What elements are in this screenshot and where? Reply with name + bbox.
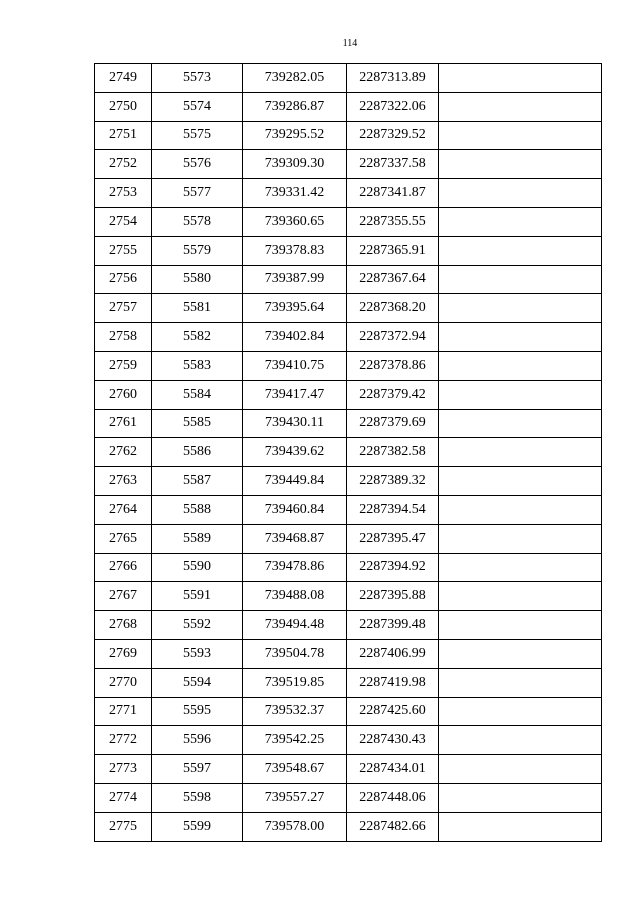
table-body [95,64,602,842]
point-id-cell: 5573 [152,64,243,93]
table-row [95,294,602,323]
table-row [95,697,602,726]
index-cell: 2765 [95,524,152,553]
index-cell: 2762 [95,438,152,467]
table-row [95,265,602,294]
point-id-cell: 5578 [152,207,243,236]
point-id-cell: 5583 [152,351,243,380]
y-coordinate-cell: 2287389.32 [347,467,439,496]
note-cell [439,495,602,524]
point-id-cell: 5589 [152,524,243,553]
index-cell: 2750 [95,92,152,121]
coordinates-table [94,63,602,842]
x-coordinate-cell: 739557.27 [243,783,347,812]
y-coordinate-cell: 2287430.43 [347,726,439,755]
table-row [95,639,602,668]
index-cell: 2772 [95,726,152,755]
table-row [95,438,602,467]
note-cell [439,697,602,726]
index-cell: 2759 [95,351,152,380]
page-number: 114 [342,38,358,49]
table-row [95,553,602,582]
note-cell [439,380,602,409]
point-id-cell: 5588 [152,495,243,524]
table-row [95,323,602,352]
y-coordinate-cell: 2287395.47 [347,524,439,553]
note-cell [439,611,602,640]
x-coordinate-cell: 739331.42 [243,179,347,208]
index-cell: 2757 [95,294,152,323]
table-row [95,668,602,697]
index-cell: 2771 [95,697,152,726]
table-row [95,150,602,179]
y-coordinate-cell: 2287419.98 [347,668,439,697]
point-id-cell: 5584 [152,380,243,409]
y-coordinate-cell: 2287368.20 [347,294,439,323]
point-id-cell: 5575 [152,121,243,150]
index-cell: 2761 [95,409,152,438]
note-cell [439,726,602,755]
y-coordinate-cell: 2287313.89 [347,64,439,93]
index-cell: 2751 [95,121,152,150]
table-row [95,582,602,611]
index-cell: 2754 [95,207,152,236]
note-cell [439,179,602,208]
x-coordinate-cell: 739410.75 [243,351,347,380]
table-row [95,726,602,755]
index-cell: 2758 [95,323,152,352]
table-row [95,207,602,236]
y-coordinate-cell: 2287372.94 [347,323,439,352]
y-coordinate-cell: 2287406.99 [347,639,439,668]
note-cell [439,409,602,438]
table-row [95,64,602,93]
x-coordinate-cell: 739430.11 [243,409,347,438]
point-id-cell: 5587 [152,467,243,496]
note-cell [439,265,602,294]
point-id-cell: 5586 [152,438,243,467]
x-coordinate-cell: 739449.84 [243,467,347,496]
table-row [95,236,602,265]
note-cell [439,64,602,93]
x-coordinate-cell: 739395.64 [243,294,347,323]
point-id-cell: 5591 [152,582,243,611]
x-coordinate-cell: 739282.05 [243,64,347,93]
point-id-cell: 5576 [152,150,243,179]
x-coordinate-cell: 739578.00 [243,812,347,841]
x-coordinate-cell: 739548.67 [243,755,347,784]
table-row [95,409,602,438]
note-cell [439,323,602,352]
table-row [95,121,602,150]
index-cell: 2775 [95,812,152,841]
x-coordinate-cell: 739286.87 [243,92,347,121]
y-coordinate-cell: 2287329.52 [347,121,439,150]
x-coordinate-cell: 739360.65 [243,207,347,236]
point-id-cell: 5585 [152,409,243,438]
point-id-cell: 5598 [152,783,243,812]
index-cell: 2756 [95,265,152,294]
index-cell: 2749 [95,64,152,93]
y-coordinate-cell: 2287482.66 [347,812,439,841]
point-id-cell: 5593 [152,639,243,668]
x-coordinate-cell: 739387.99 [243,265,347,294]
note-cell [439,351,602,380]
y-coordinate-cell: 2287394.54 [347,495,439,524]
index-cell: 2760 [95,380,152,409]
y-coordinate-cell: 2287378.86 [347,351,439,380]
table-row [95,467,602,496]
index-cell: 2767 [95,582,152,611]
point-id-cell: 5597 [152,755,243,784]
note-cell [439,639,602,668]
note-cell [439,755,602,784]
y-coordinate-cell: 2287434.01 [347,755,439,784]
note-cell [439,467,602,496]
point-id-cell: 5574 [152,92,243,121]
point-id-cell: 5596 [152,726,243,755]
index-cell: 2770 [95,668,152,697]
y-coordinate-cell: 2287322.06 [347,92,439,121]
note-cell [439,150,602,179]
y-coordinate-cell: 2287394.92 [347,553,439,582]
table-row [95,812,602,841]
x-coordinate-cell: 739468.87 [243,524,347,553]
point-id-cell: 5599 [152,812,243,841]
x-coordinate-cell: 739378.83 [243,236,347,265]
x-coordinate-cell: 739542.25 [243,726,347,755]
point-id-cell: 5581 [152,294,243,323]
note-cell [439,524,602,553]
index-cell: 2773 [95,755,152,784]
x-coordinate-cell: 739417.47 [243,380,347,409]
note-cell [439,121,602,150]
y-coordinate-cell: 2287399.48 [347,611,439,640]
index-cell: 2769 [95,639,152,668]
table-row [95,179,602,208]
x-coordinate-cell: 739402.84 [243,323,347,352]
x-coordinate-cell: 739439.62 [243,438,347,467]
point-id-cell: 5580 [152,265,243,294]
y-coordinate-cell: 2287355.55 [347,207,439,236]
x-coordinate-cell: 739460.84 [243,495,347,524]
index-cell: 2763 [95,467,152,496]
note-cell [439,783,602,812]
x-coordinate-cell: 739295.52 [243,121,347,150]
x-coordinate-cell: 739532.37 [243,697,347,726]
point-id-cell: 5592 [152,611,243,640]
index-cell: 2774 [95,783,152,812]
y-coordinate-cell: 2287395.88 [347,582,439,611]
x-coordinate-cell: 739478.86 [243,553,347,582]
y-coordinate-cell: 2287379.42 [347,380,439,409]
table-row [95,524,602,553]
y-coordinate-cell: 2287379.69 [347,409,439,438]
note-cell [439,92,602,121]
y-coordinate-cell: 2287425.60 [347,697,439,726]
point-id-cell: 5577 [152,179,243,208]
note-cell [439,582,602,611]
x-coordinate-cell: 739494.48 [243,611,347,640]
index-cell: 2755 [95,236,152,265]
note-cell [439,668,602,697]
note-cell [439,553,602,582]
table-row [95,380,602,409]
index-cell: 2768 [95,611,152,640]
point-id-cell: 5590 [152,553,243,582]
point-id-cell: 5582 [152,323,243,352]
y-coordinate-cell: 2287448.06 [347,783,439,812]
note-cell [439,294,602,323]
y-coordinate-cell: 2287365.91 [347,236,439,265]
y-coordinate-cell: 2287382.58 [347,438,439,467]
y-coordinate-cell: 2287341.87 [347,179,439,208]
x-coordinate-cell: 739519.85 [243,668,347,697]
table-row [95,611,602,640]
table-row [95,351,602,380]
y-coordinate-cell: 2287337.58 [347,150,439,179]
index-cell: 2752 [95,150,152,179]
index-cell: 2753 [95,179,152,208]
table-row [95,755,602,784]
note-cell [439,207,602,236]
table-row [95,92,602,121]
y-coordinate-cell: 2287367.64 [347,265,439,294]
point-id-cell: 5579 [152,236,243,265]
note-cell [439,812,602,841]
x-coordinate-cell: 739309.30 [243,150,347,179]
point-id-cell: 5595 [152,697,243,726]
note-cell [439,438,602,467]
note-cell [439,236,602,265]
table-row [95,783,602,812]
point-id-cell: 5594 [152,668,243,697]
x-coordinate-cell: 739488.08 [243,582,347,611]
table-row [95,495,602,524]
index-cell: 2766 [95,553,152,582]
x-coordinate-cell: 739504.78 [243,639,347,668]
index-cell: 2764 [95,495,152,524]
